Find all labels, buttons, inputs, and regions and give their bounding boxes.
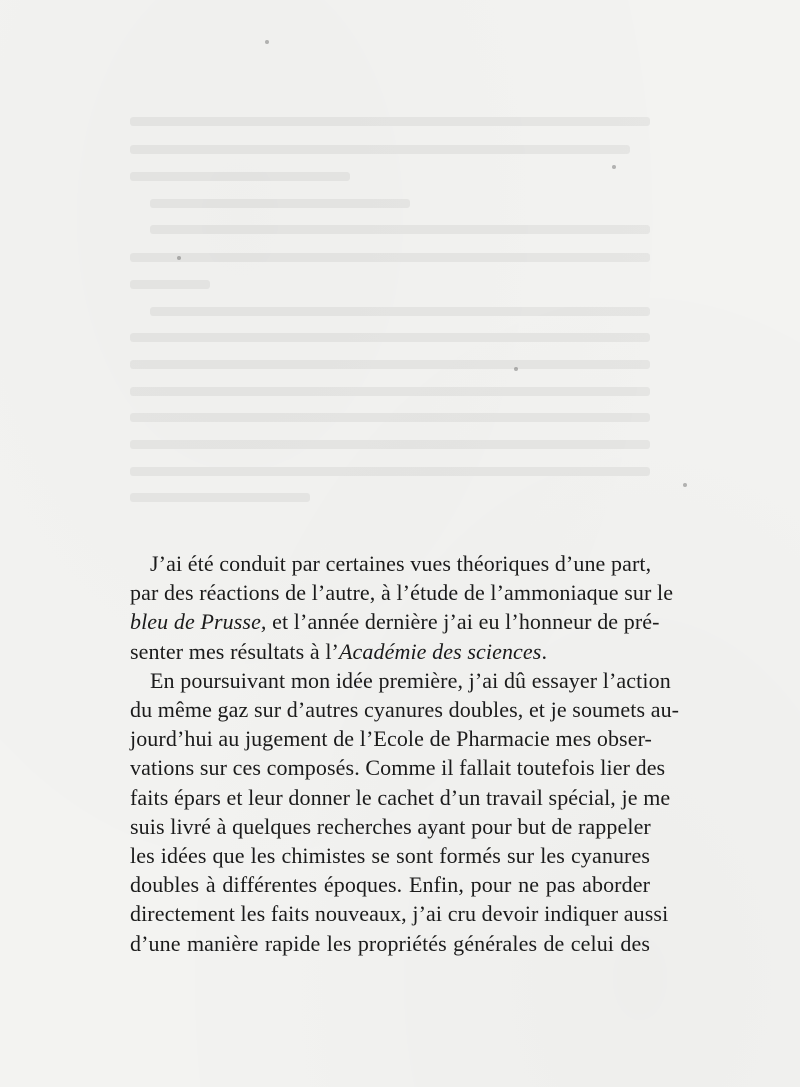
ghost-line	[130, 387, 650, 396]
ghost-line	[130, 117, 650, 126]
ghost-line	[150, 307, 650, 316]
text-line: jourd’hui au jugement de l’Ecole de Pharmacie mes obser-	[130, 726, 652, 752]
paragraph-2	[130, 666, 680, 958]
text-line: En poursuivant mon idée première, j’ai dû essayer l’action	[150, 667, 671, 693]
body-text	[130, 549, 680, 958]
paper-speck	[265, 40, 269, 44]
ghost-line	[130, 172, 350, 181]
ghost-line	[130, 440, 650, 449]
text-line	[130, 637, 650, 666]
ghost-line	[130, 333, 650, 342]
paper-speck	[683, 483, 687, 487]
text-line: par des réactions de l’autre, à l’étude de l’ammoniaque sur le	[130, 580, 674, 606]
text-fragment: senter mes résultats à l’	[130, 638, 339, 664]
ghost-line	[130, 145, 630, 154]
italic-term: Académie des sciences	[339, 638, 542, 664]
ghost-line	[130, 280, 210, 289]
bleed-through	[110, 115, 650, 505]
ghost-line	[130, 253, 650, 262]
ghost-line	[150, 225, 650, 234]
paper-speck	[612, 165, 616, 169]
text-line: doubles à différentes époques. Enfin, pour ne pas aborder	[130, 872, 650, 898]
paragraph-1	[130, 549, 674, 666]
ghost-line	[150, 199, 410, 208]
text-line: d’une manière rapide les propriétés générales de celui des	[130, 930, 650, 956]
text-line: vations sur ces composés. Comme il fallait toutefois lier des	[130, 755, 666, 781]
text-line: les idées que les chimistes se sont formés sur les cyanures	[130, 843, 650, 869]
text-line: suis livré à quelques recherches ayant pour but de rappeler	[130, 813, 651, 839]
text-fragment: et l’année dernière j’ai eu l’honneur de pré-	[266, 609, 660, 635]
text-line: directement les faits nouveaux, j’ai cru devoir indiquer aussi	[130, 901, 669, 927]
ghost-line	[130, 413, 650, 422]
paper-speck	[514, 367, 518, 371]
ghost-line	[130, 360, 650, 369]
text-line: faits épars et leur donner le cachet d’un travail spécial, je me	[130, 784, 671, 810]
ghost-line	[130, 493, 310, 502]
italic-term: bleu de Prusse,	[130, 609, 267, 635]
paper-speck	[177, 256, 181, 260]
ghost-line	[130, 467, 650, 476]
text-line: du même gaz sur d’autres cyanures doubles, et je soumets au-	[130, 697, 680, 723]
text-fragment: .	[541, 638, 548, 664]
text-line: J’ai été conduit par certaines vues théoriques d’une part,	[150, 551, 652, 576]
text-line	[130, 607, 660, 636]
